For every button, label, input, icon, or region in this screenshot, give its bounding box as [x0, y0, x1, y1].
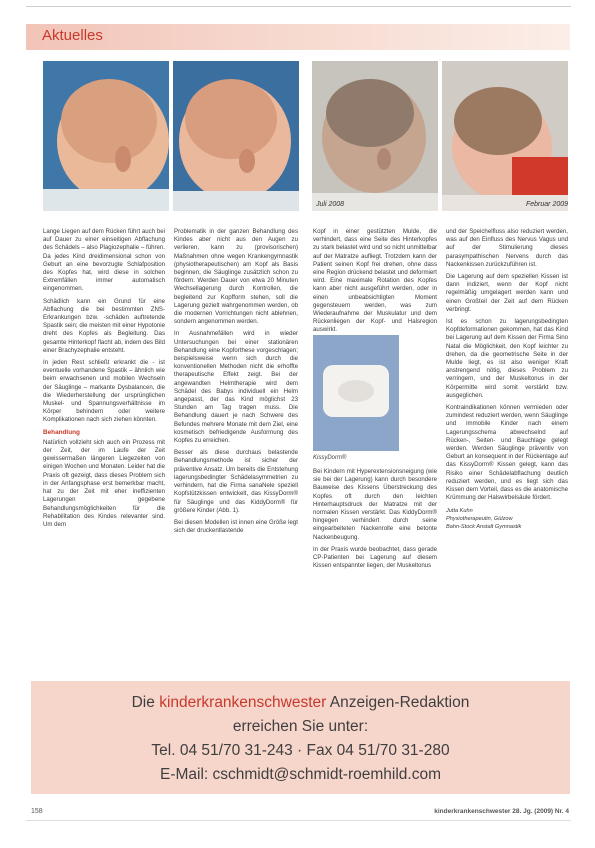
photo-caption-4: Februar 2009	[526, 201, 569, 208]
ad-line-1	[31, 694, 570, 712]
paragraph: Ist es schon zu lagerungsbedingten Kopfdeformationen gekommen, hat das Kind bei Lagerung auf dem Kissen der Firma Sino Natal die Möglichkeit, den Kopf leichter zu drehen, da die geometrische Seite in der Mulde liegt, es ist also weniger Kraft anstrengend nötig, dieses Problem zu verringern, und der Muskeltonus in der Körpermitte wird somit verstärkt bzw. ausgeglichen.	[446, 318, 568, 399]
page-number: 158	[31, 808, 43, 815]
author-role: Physiotherapeutin, Gülzow	[446, 515, 513, 522]
text-column-4	[446, 228, 568, 531]
paragraph: Bei Kindern mit Hyperextensionsneigung (wie sie bei der Lagerung) kann durch besondere Bauweise des Kissens Überstreckung des Kopfes oft durch den leichten Hinterhauptsdruck der Matratze mit der normalen Kissen verstärkt. Das KiddyDorm® hingegen verhindert durch seine eingearbeiteten Nackenrolle eine betonte Nackenbeugung.	[313, 468, 437, 541]
paragraph: Besser als diese durchaus belastende Behandlungsmethode ist sicher der präventive Ansatz. Um bereits die Entstehung lagerungsbedingter Schädelasymmetrien zu verhindern, hat die Firma sanaNele speziell Kopfstützkissen entwickelt, das KissyDorm® für Säuglinge und das KiddyDorm® für größere Kinder (Abb. 1).	[174, 449, 298, 514]
paragraph: Bei diesen Modellen ist innen eine Größe legt sich der druckentlastende	[174, 518, 298, 535]
photo-caption-3: Juli 2008	[316, 201, 345, 208]
paragraph: Lange Liegen auf dem Rücken führt auch bei auf Dauer zu einer einseitigen Abflachung des Schädels – also Plagiozephalie – führen. Da jedes Kind dreidimensional schon von Geburt an eine bevorzugte Schlafposition des Kopfes hat, wird diese in solchen Extremfällen immer automatisch eingenommen.	[43, 228, 165, 293]
paragraph: Kontraindikationen können vermieden oder zumindest reduziert werden, wenn Säuglinge und immobile Kinder nach einem Lagerungsschema abwechselnd auf Rücken-, Seiten- und Bauchlage gelegt werden. Werden Säuglinge präventiv von Geburt an konsequent in der Rückenlage auf das KissyDorm® Kissen gelegt, kann das Risiko einer Schädelabflachung deutlich reduziert werden, und es liegt sich das Kissen dem Vorteil, dass es die anatomische Krümmung der Halswirbelsäule fördert.	[446, 404, 568, 502]
paragraph: In Ausnahmefällen wird in wieder Untersuchungen bei einer stationären Behandlung eine Kopforthese vorgeschlagen; beispielsweise wenn sich durch die konventionellen Methoden nicht die erhoffte therapeutische Effekt zeigt. Bei der angewandten Helmtherapie wird dem Schädel des Babys individuell ein Helm angepasst, der das Kind möglichst 23 Stunden am Tag tragen muss. Die Behandlung dauert je nach Schwere des Befundes mehrere Monate mit dem Ziel, eine kosmetisch befriedigende Ausformung des Kopfes zu erreichen.	[174, 330, 298, 445]
ad-prefix: Die	[131, 694, 160, 711]
text-column-3-bottom	[313, 468, 437, 574]
author-org: Bahn-Stock Anstalt Gymnastik	[446, 523, 522, 530]
paragraph: Die Lagerung auf dem speziellen Kissen ist dann indiziert, wenn der Kopf nicht regelmäßig umgelagert werden kann und einen Großteil der Zeit auf dem Rücken verbringt.	[446, 273, 568, 313]
paragraph: und der Speichelfluss also reduziert werden, was auf den Einfluss des Nervus Vagus und auf der Stimulierung dieses parasympathischen Nervens durch das Nackenkissen zurückzuführen ist.	[446, 228, 568, 268]
photo-baby-2	[173, 61, 299, 211]
author-name: Jutta Kuhn	[446, 507, 473, 514]
ad-email: E-Mail: cschmidt@schmidt-roemhild.com	[159, 766, 441, 783]
paragraph: Problematik in der ganzen Behandlung des Kindes aber nicht aus den Augen zu verlieren, kann zu (provisorischen) Maßnahmen ohne wegen Krankengymnastik (physiotherapeutischen) am Kopf als Basis beginnen, die Säuglinge zusätzlich schon zu fördern. Werden Dauer von etwa 20 Minuten Wechsellagerung durch Kontrollen, die begleitend zur Kopfform stehen, soll die Lagerung gezielt wahrgenommen werden, ob die modernen Vorrichtungen nicht ablehnen, sondern angenommen werden.	[174, 228, 298, 326]
section-title: Aktuelles	[42, 27, 103, 44]
text-column-1	[43, 228, 165, 533]
photo-baby-3	[312, 61, 438, 211]
paragraph: In jeden Rest schließt erkrankt die - ist eventuelle vorhandene Spastik – ähnlich wie beim erwachsenen und mobilen Wechseln der Säuglinge – markante Dysbalancen, die die Wiederherstellung der ursprünglichen Muskel- und Spannungsverhältnisse im Körper behindern oder weitere Komplikationen nach sich ziehen könnten.	[43, 359, 165, 424]
ad-phone-fax: Tel. 04 51/70 31-243 · Fax 04 51/70 31-280	[151, 742, 450, 759]
photo-baby-4	[442, 61, 568, 211]
paragraph: Schädlich kann ein Grund für eine Abflachung die bei bestimmten ZNS-Erkrankungen bzw. -schäden auftretende Spastik sein; die meisten mit einer Hypotonie dreht des Kopfes als Begleitung. Das gesamte Hinterkopf flacht ab, indem des Bild einer Brachyzephalie entsteht.	[43, 297, 165, 354]
subheading-behandlung: Behandlung	[43, 428, 80, 436]
ad-suffix: Anzeigen-Redaktion	[326, 694, 470, 711]
text-column-2	[174, 228, 298, 539]
section-header	[26, 24, 570, 50]
journal-footer: kinderkrankenschwester 28. Jg. (2009) Nr. 4	[434, 808, 569, 815]
text-column-3	[313, 228, 437, 339]
pillow-caption: KissyDorm®	[313, 455, 347, 461]
paragraph: Kopf in einer gestützten Mulde, die verhindert, dass eine Seite des Hinterkopfes zu stark belastet wird und so nicht unmittelbar auf der Matratze aufliegt. Trotzdem kann der Patient seinen Kopf frei drehen, ohne dass eine Region drückend belastet und deformiert wird. Eine maximale Rotation des Kopfes kann aber nicht ausgeführt werden, oder in einen unbeabsichtigten Moment gegensteuern werden, was zum Wiederaufnahme der Muskulatur und dem Rückenliegen der Kopf- und Halsregion auswirkt.	[313, 228, 437, 334]
paragraph: Natürlich vollzieht sich auch ein Prozess mit der Zeit, der im Laufe der Zeit gewissermaßen längeren Liegezeiten von einigen Wochen und Monaten. Leider hat die Praxis oft gezeigt, dass dieses Problem sich in der Anfangsphase erst bemerkbar macht, hat zu der Zeit mit eher ineffizienten Lagerungen gegebene Behandlungsmöglichkeiten für die Rehabilitation des Kindes relevanter sind. Um dem	[43, 438, 165, 528]
footer-rule	[26, 820, 571, 821]
photo-baby-1	[43, 61, 169, 211]
ad-magazine-name: kinderkrankenschwester	[159, 694, 327, 711]
top-rule	[26, 6, 571, 7]
ad-box	[31, 681, 570, 794]
pillow-photo	[313, 335, 399, 451]
paragraph: In der Praxis wurde beobachtet, dass gerade CP-Patienten bei Lagerung auf diesem Kissen entspannter liegen, der Muskeltonus	[313, 545, 437, 570]
ad-line-2: erreichen Sie unter:	[232, 718, 369, 735]
